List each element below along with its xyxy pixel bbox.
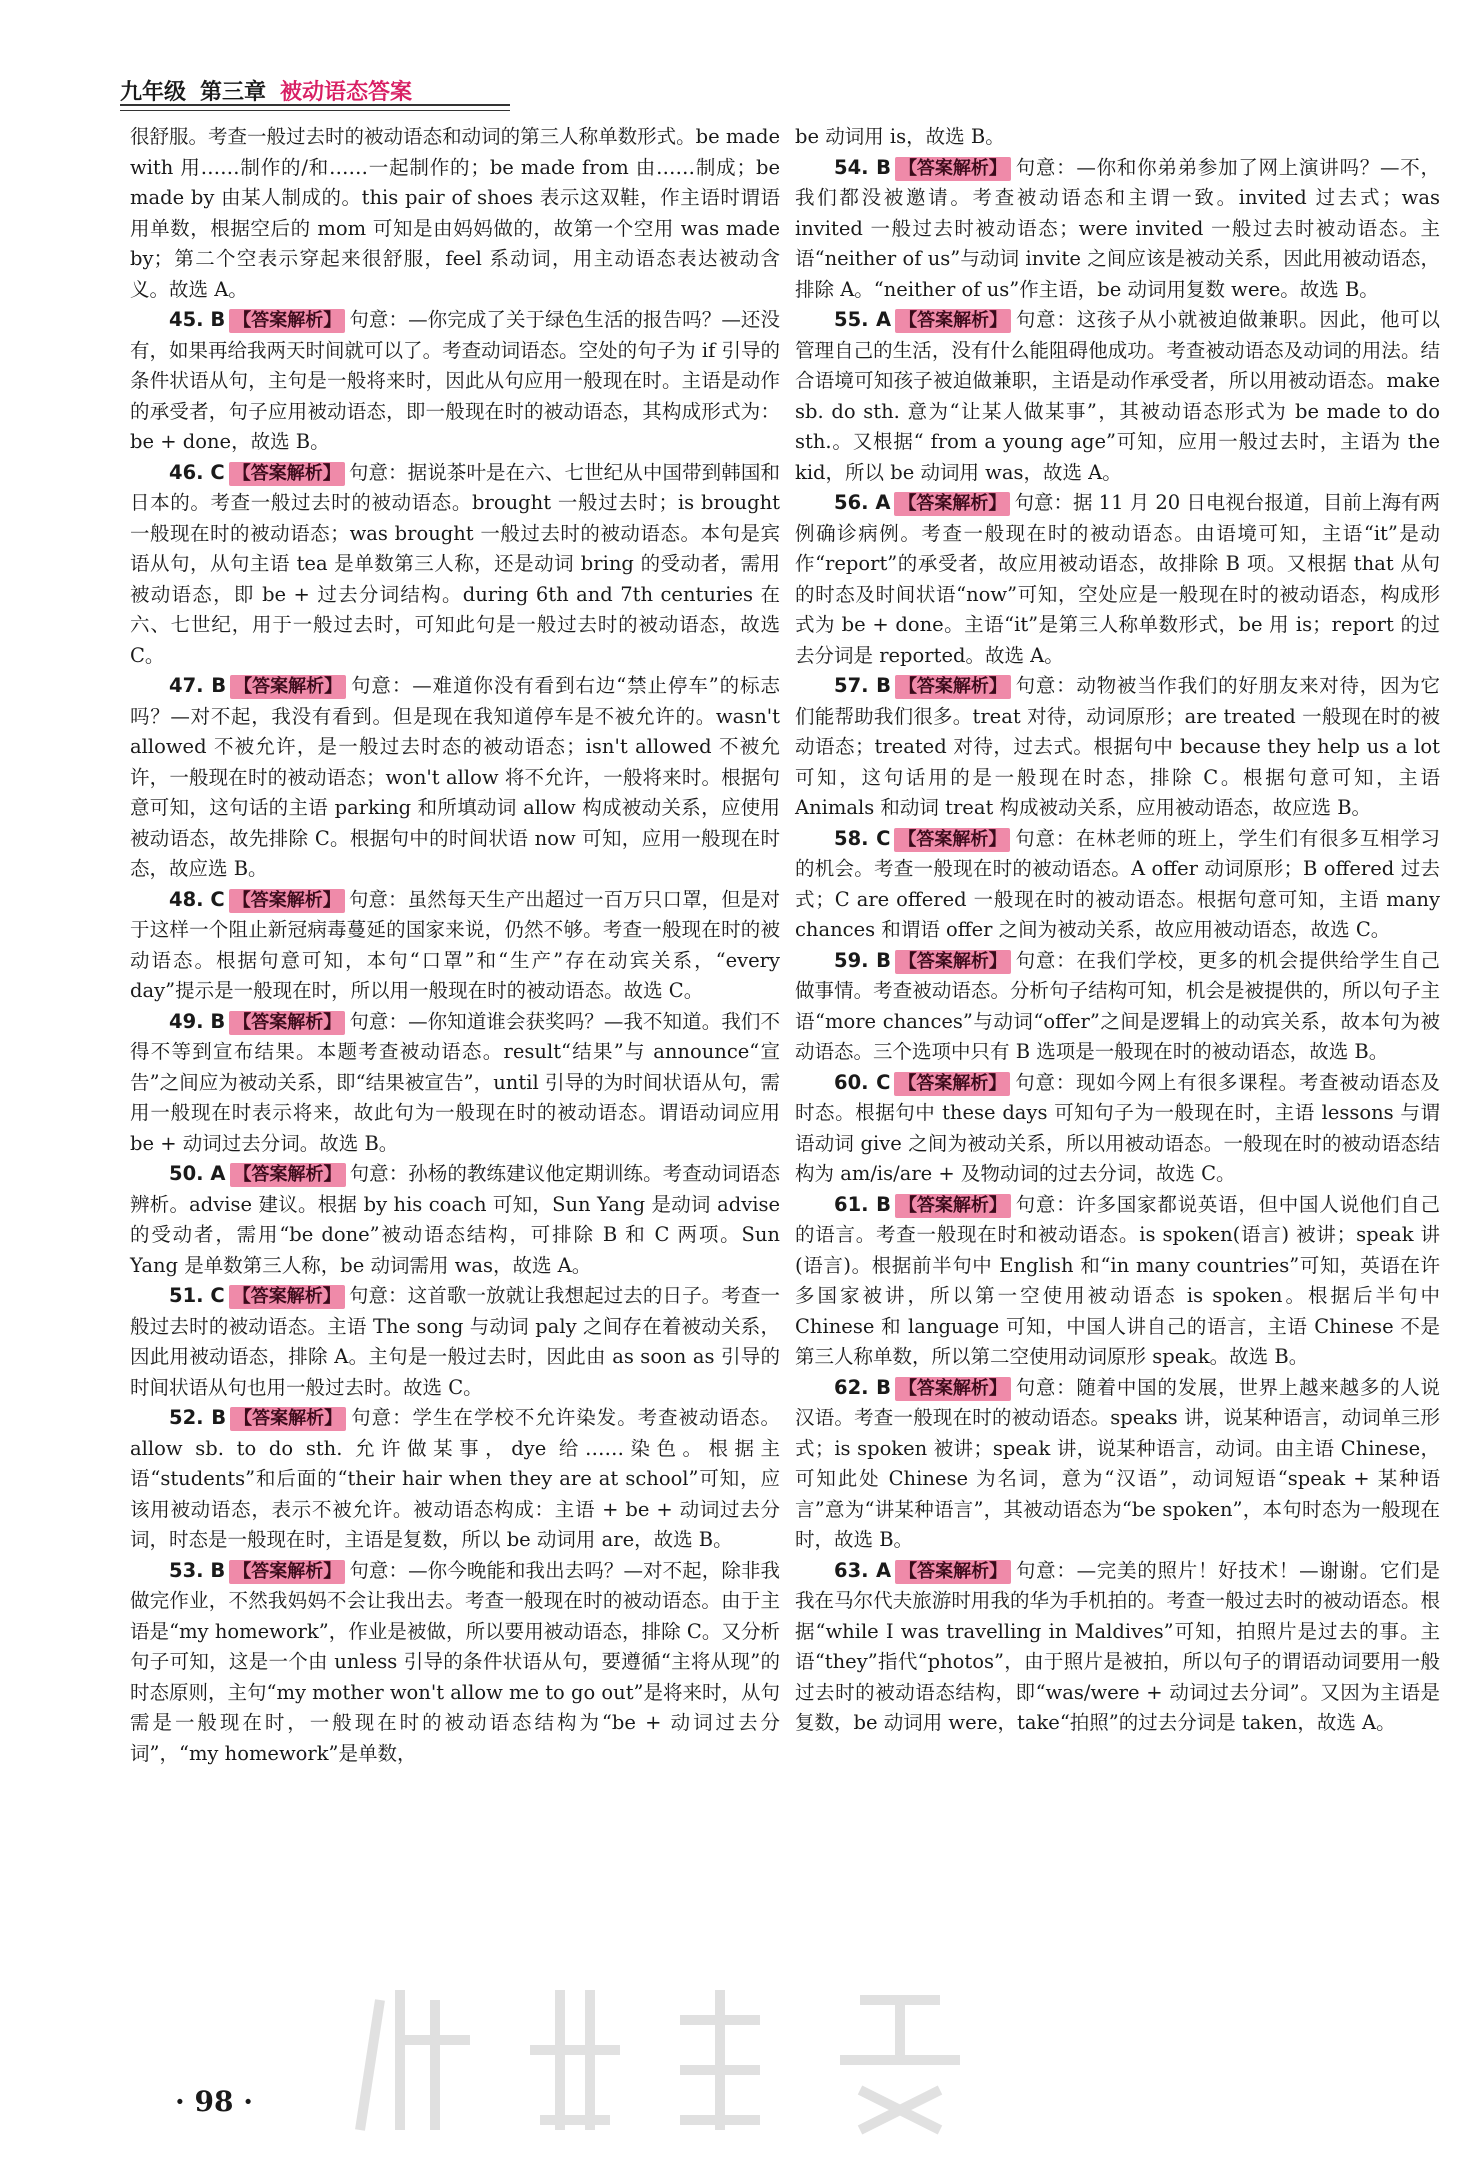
answer-number: 61. B [834,1192,891,1216]
answer-analysis-tag: 【答案解析】 [895,309,1011,333]
answer-entry [130,1403,780,1556]
answer-entry [130,458,780,672]
left-column [130,122,780,1769]
answer-entry [795,153,1440,306]
answer-text: 句意：—你知道谁会获奖吗？—我不知道。我们不得不等到宣布结果。本题考查被动语态。result“结果”与 announce“宣告”之间应为被动关系，即“结果被宣告”，until 引导的为时间状语从句，需用一般现在时表示将来，故此句为一般现在时的被动语态。谓语动词应用 be + 动词过去分词。故选 B。 [130,1009,780,1155]
answer-number: 58. C [834,826,891,850]
answer-text: 句意：据说茶叶是在六、七世纪从中国带到韩国和日本的。考查一般过去时的被动语态。brought 一般过去时；is brought 一般现在时的被动语态；was brought 一般过去时的被动语态。本句是宾语从句，从句主语 tea 是单数第三人称，还是动词 bring 的受动者，需用被动语态，即 be + 过去分词结构。during 6th and 7th centuries 在六、七世纪，用于一般过去时，可知此句是一般过去时的被动语态，故选 C。 [130,460,780,667]
right-answer-list [795,153,1440,1739]
answer-number: 62. B [834,1375,891,1399]
answer-number: 48. C [169,887,225,911]
answer-number: 52. B [169,1406,227,1429]
answer-entry [130,671,780,885]
header-rule [120,104,510,111]
answer-analysis-tag: 【答案解析】 [894,828,1010,852]
answer-text: 句意：动物被当作我们的好朋友来对待，因为它们能帮助我们很多。treat 对待，动词原形；are treated 一般现在时的被动语态；treated 对待，过去式。根据句中 because they help us a lot 可知，这句话用的是一般现在时态，排除 C。根据句意可知，主语 Animals 和动词 treat 构成被动关系，应用被动语态，故应选 B。 [795,674,1440,819]
header-title: 被动语态答案 [280,80,413,105]
answer-number: 54. B [834,155,891,179]
answer-analysis-tag: 【答案解析】 [895,1194,1011,1218]
answer-analysis-tag: 【答案解析】 [895,950,1011,974]
answer-text: 句意：这孩子从小就被迫做兼职。因此，他可以管理自己的生活，没有什么能阻碍他成功。考查被动语态及动词的用法。结合语境可知孩子被迫做兼职，主语是动作承受者，所以用被动语态。make sb. do sth. 意为“让某人做某事”，其被动语态形式为 be made to do sth.。又根据“ from a young age”可知，应用一般过去时，主语为 the kid，所以 be 动词用 was，故选 A。 [795,308,1440,484]
answer-text: 句意：—完美的照片！好技术！—谢谢。它们是我在马尔代夫旅游时用我的华为手机拍的。考查一般过去时的被动语态。根据“while I was travelling in Maldives”可知，拍照片是过去的事。主语“they”指代“photos”，由于照片是被拍，所以句子的谓语动词要用一般过去时的被动语态结构，即“was/were + 动词过去分词”。又因为主语是复数，be 动词用 were，take“拍照”的过去分词是 taken，故选 A。 [795,1558,1440,1734]
answer-number: 63. A [834,1558,892,1582]
answer-analysis-tag: 【答案解析】 [894,492,1010,516]
right-intro: be 动词用 is，故选 B。 [795,125,1005,148]
answer-text: 句意：孙杨的教练建议他定期训练。考查动词语态辨析。advise 建议。根据 by his coach 可知，Sun Yang 是动词 advise 的受动者，需用“be done”被动语态结构，可排除 B 和 C 两项。Sun Yang 是单数第三人称，be 动词需用 was，故选 A。 [130,1162,780,1277]
answer-number: 60. C [834,1070,891,1094]
answer-analysis-tag: 【答案解析】 [895,1377,1011,1401]
answer-entry [130,1556,780,1770]
answer-analysis-tag: 【答案解析】 [895,157,1011,181]
answer-analysis-tag: 【答案解析】 [229,889,345,913]
answer-text: 句意：—你和你弟弟参加了网上演讲吗？—不，我们都没被邀请。考查被动语态和主谓一致。invited 过去式；was invited 一般过去时被动语态；were invited 一般过去时被动语态。主语“neither of us”与动词 invite 之间应该是被动关系，因此用被动语态，排除 A。“neither of us”作主语，be 动词用复数 were。故选 B。 [795,155,1440,301]
answer-text: 句意：在林老师的班上，学生们有很多互相学习的机会。考查一般现在时的被动语态。A offer 动词原形；B offered 过去式；C are offered 一般现在时的被动语态。根据句意可知，主语 many chances 和谓语 offer 之间为被动关系，故应用被动语态，故选 C。 [795,826,1440,941]
watermark-logo [340,1960,1100,2140]
answer-text: 句意：—你完成了关于绿色生活的报告吗？—还没有，如果再给我两天时间就可以了。考查动词语态。空处的句子为 if 引导的条件状语从句，主句是一般将来时，因此从句应用一般现在时。主语是动作的承受者，句子应用被动语态，即一般现在时的被动语态，其构成形式为：be + done，故选 B。 [130,308,780,453]
answer-entry [795,671,1440,824]
answer-entry [130,1281,780,1403]
header-grade: 九年级 [120,80,187,105]
answer-text: 句意：随着中国的发展，世界上越来越多的人说汉语。考查一般现在时的被动语态。speaks 讲，说某种语言，动词单三形式；is spoken 被讲；speak 讲，说某种语言，动词。由主语 Chinese，可知此处 Chinese 为名词，意为“汉语”，动词短语“speak + 某种语言”意为“讲某种语言”，其被动语态为“be spoken”，本句时态为一般现在时，故选 B。 [795,1375,1440,1551]
answer-number: 57. B [834,674,891,697]
answer-analysis-tag: 【答案解析】 [229,309,345,333]
answer-number: 59. B [834,948,891,972]
answer-number: 47. B [169,674,227,697]
answer-analysis-tag: 【答案解析】 [894,1072,1010,1096]
left-answer-list [130,305,780,1769]
answer-number: 50. A [169,1162,226,1185]
answer-entry [130,1007,780,1160]
answer-text: 句意：—难道你没有看到右边“禁止停车”的标志吗？—对不起，我没有看到。但是现在我知道停车是不被允许的。wasn't allowed 不被允许，是一般过去时态的被动语态；isn't allowed 不被允许，一般现在时的被动语态；won't allow 将不允许，一般将来时。根据句意可知，这句话的主语 parking 和所填动词 allow 构成被动关系，应使用被动语态，故先排除 C。根据句中的时间状语 now 可知，应用一般现在时态，故应选 B。 [130,674,780,880]
left-intro: 很舒服。考查一般过去时的被动语态和动词的第三人称单数形式。be made with 用……制作的/和……一起制作的；be made from 由……制成；be made by 由某人制成的。this pair of shoes 表示这双鞋，作主语时谓语用单数，根据空后的 mom 可知是由妈妈做的，故第一个空用 was made by；第二个空表示穿起来很舒服，feel 系动词，用主动语态表达被动含义。故选 A。 [130,125,780,301]
answer-text: 句意：学生在学校不允许染发。考查被动语态。allow sb. to do sth. 允许做某事，dye 给……染色。根据主语“students”和后面的“their hair when they are at school”可知，应该用被动语态，表示不被允许。被动语态构成：主语 + be + 动词过去分词，时态是一般现在时，主语是复数，所以 be 动词用 are，故选 B。 [130,1406,780,1551]
answer-entry [130,305,780,458]
answer-entry [795,946,1440,1068]
page-header [120,70,510,106]
answer-analysis-tag: 【答案解析】 [230,1407,346,1431]
answer-text: 句意：—你今晚能和我出去吗？—对不起，除非我做完作业，不然我妈妈不会让我出去。考查一般现在时的被动语态。由于主语是“my homework”，作业是被做，所以要用被动语态，排除 C。又分析句子可知，这是一个由 unless 引导的条件状语从句，要遵循“主将从现”的时态原则，主句“my mother won't allow me to go out”是将来时，从句需是一般现在时，一般现在时的被动语态结构为“be + 动词过去分词”，“my homework”是单数， [130,1558,781,1765]
answer-analysis-tag: 【答案解析】 [230,675,346,699]
answer-text: 句意：在我们学校，更多的机会提供给学生自己做事情。考查被动语态。分析句子结构可知，机会是被提供的，所以句子主语“more chances”与动词“offer”之间是逻辑上的动宾关系，故本句为被动语态。三个选项中只有 B 选项是一般现在时的被动语态，故选 B。 [795,948,1440,1063]
answer-analysis-tag: 【答案解析】 [895,1560,1011,1584]
answer-entry [795,488,1440,671]
answer-text: 句意：现如今网上有很多课程。考查被动语态及时态。根据句中 these days 可知句子为一般现在时，主语 lessons 与谓语动词 give 之间为被动关系，所以用被动语态。一般现在时的被动语态结构为 am/is/are + 及物动词的过去分词，故选 C。 [795,1070,1440,1185]
answer-number: 56. A [834,491,891,514]
answer-entry [130,1159,780,1281]
answer-analysis-tag: 【答案解析】 [895,675,1011,699]
answer-analysis-tag: 【答案解析】 [229,1560,345,1584]
right-column [795,122,1440,1739]
answer-analysis-tag: 【答案解析】 [230,1163,346,1187]
answer-entry [795,1068,1440,1190]
answer-entry [795,1373,1440,1556]
answer-entry [795,1556,1440,1739]
answer-entry [795,1190,1440,1373]
page-number: · 98 · [175,2085,253,2118]
answer-text: 句意：据 11 月 20 日电视台报道，目前上海有两例确诊病例。考查一般现在时的被动语态。由语境可知，主语“it”是动作“report”的承受者，故应用被动语态，故排除 B 项。又根据 that 从句的时态及时间状语“now”可知，空处应是一般现在时的被动语态，构成形式为 be + done。主语“it”是第三人称单数形式，be 用 is；report 的过去分词是 reported。故选 A。 [795,491,1440,667]
answer-number: 46. C [169,460,225,484]
answer-number: 53. B [169,1558,226,1582]
answer-analysis-tag: 【答案解析】 [229,1285,345,1309]
answer-number: 55. A [834,308,892,331]
header-chapter: 第三章 [200,80,267,105]
answer-number: 45. B [169,308,226,331]
answer-entry [795,824,1440,946]
answer-text: 句意：这首歌一放就让我想起过去的日子。考查一般过去时的被动语态。主语 The song 与动词 paly 之间存在着被动关系，因此用被动语态，排除 A。主句是一般过去时，因此由 as soon as 引导的时间状语从句也用一般过去时。故选 C。 [130,1284,780,1399]
answer-entry [130,885,780,1007]
answer-number: 51. C [169,1284,225,1307]
answer-number: 49. B [169,1009,226,1033]
answer-text: 句意：虽然每天生产出超过一百万只口罩，但是对于这样一个阻止新冠病毒蔓延的国家来说，仍然不够。考查一般现在时的被动语态。根据句意可知，本句“口罩”和“生产”存在动宾关系，“every day”提示是一般现在时，所以用一般现在时的被动语态。故选 C。 [130,887,780,1002]
answer-text: 句意：许多国家都说英语，但中国人说他们自己的语言。考查一般现在时和被动语态。is spoken(语言) 被讲；speak 讲(语言)。根据前半句中 English 和“in many countries”可知，英语在许多国家被讲，所以第一空使用被动语态 is spoken。根据后半句中 Chinese 和 language 可知，中国人讲自己的语言，主语 Chinese 不是第三人称单数，所以第二空使用动词原形 speak。故选 B。 [795,1192,1440,1368]
answer-entry [795,305,1440,488]
answer-analysis-tag: 【答案解析】 [229,1011,345,1035]
answer-analysis-tag: 【答案解析】 [229,462,345,486]
